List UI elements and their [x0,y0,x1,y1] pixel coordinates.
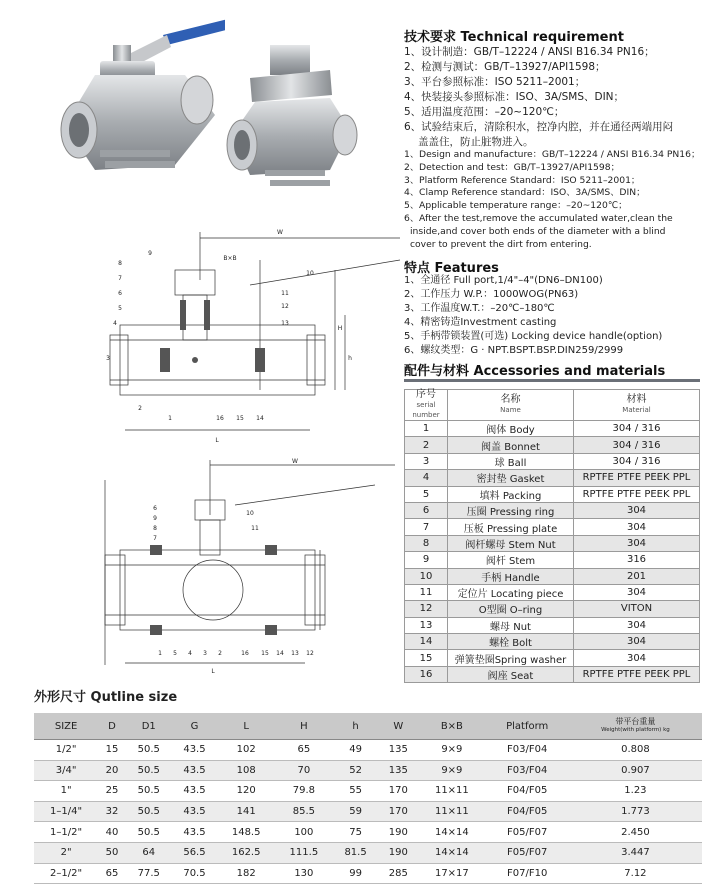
callout: 14 [276,650,284,657]
outline-cell: 135 [378,740,418,761]
callout: 6 [118,290,122,297]
outline-cell: 70 [275,760,333,781]
outline-cell: F07/F10 [486,863,569,884]
materials-divider [404,379,700,382]
material-name: 阀杆螺母 Stem Nut [448,535,574,551]
outline-cell: 148.5 [217,822,275,843]
outline-cell: 170 [378,781,418,802]
outline-cell: 43.5 [172,801,218,822]
material-spec: 304 [574,502,700,518]
outline-title: 外形尺寸 Qutline size [34,690,178,705]
outline-cell: 65 [275,740,333,761]
material-spec: 304 / 316 [574,453,700,469]
col-material-en: Material [622,406,651,414]
material-name: 球 Ball [448,453,574,469]
material-serial: 10 [405,568,448,584]
callout: 3 [203,650,207,657]
material-spec: RPTFE PTFE PEEK PPL [574,470,700,486]
outline-cell: 43.5 [172,740,218,761]
tech-en-item: 2、Detection and test：GB/T–13927/API1598； [404,161,620,173]
outline-cell: 190 [378,842,418,863]
callout: 7 [153,535,157,542]
material-spec: 201 [574,568,700,584]
material-name: 密封垫 Gasket [448,470,574,486]
material-row [405,437,700,453]
outline-cell: 43.5 [172,781,218,802]
outline-cell: 50.5 [126,801,172,822]
material-serial: 4 [405,470,448,486]
technical-list-zh [404,45,704,150]
callout: 16 [216,415,224,422]
outline-cell: 75 [333,822,379,843]
material-name: 填料 Packing [448,486,574,502]
outline-cell: 7.12 [569,863,702,884]
callout: 12 [281,303,289,310]
material-serial: 12 [405,601,448,617]
outline-cell: 43.5 [172,760,218,781]
tech-en-item: 4、Clamp Reference standard：ISO、3A/SMS、DIN； [404,187,646,199]
outline-cell: 59 [333,801,379,822]
outline-col-header: W [378,713,418,740]
outline-col-header: L [217,713,275,740]
material-serial: 7 [405,519,448,535]
outline-cell: 14×14 [418,842,485,863]
col-serial-en1: serial [416,401,436,409]
materials-title: 配件与材料 Accessories and materials [404,364,666,379]
outline-table [34,713,702,884]
material-name: O型圈 O–ring [448,601,574,617]
outline-cell: 108 [217,760,275,781]
callout: 15 [261,650,269,657]
outline-cell: 65 [98,863,126,884]
features-title: 特点 Features [404,261,499,276]
outline-cell: 77.5 [126,863,172,884]
technical-list-en [404,149,704,251]
material-row [405,535,700,551]
outline-cell: 3/4" [34,760,98,781]
callout: 11 [281,290,289,297]
outline-col-header: D1 [126,713,172,740]
callout: 1 [168,415,172,422]
outline-cell: 190 [378,822,418,843]
outline-cell: 50 [98,842,126,863]
outline-cell: 170 [378,801,418,822]
outline-cell: F05/F07 [486,822,569,843]
outline-cell: 55 [333,781,379,802]
material-serial: 9 [405,552,448,568]
outline-cell: 50.5 [126,740,172,761]
material-spec: 304 [574,584,700,600]
outline-row [34,740,702,761]
material-name: 阀座 Seat [448,666,574,682]
callout: 8 [153,525,157,532]
col-name-en: Name [500,406,521,414]
material-name: 弹簧垫圈Spring washer [448,650,574,666]
col-weight [569,713,702,740]
tech-zh-item: 1、设计制造：GB/T–12224 / ANSI B16.34 PN16； [404,46,655,58]
material-row [405,584,700,600]
outline-cell: 56.5 [172,842,218,863]
col-weight-zh: 带平台重量 [615,717,656,726]
material-serial: 6 [405,502,448,518]
callout: 1 [158,650,162,657]
material-serial: 1 [405,421,448,437]
materials-table [404,389,700,683]
outline-cell: 20 [98,760,126,781]
col-serial-en2: number [412,411,440,419]
dim-w-2: W [292,458,298,465]
outline-cell: 43.5 [172,822,218,843]
callout: 15 [236,415,244,422]
outline-cell: 111.5 [275,842,333,863]
material-row [405,519,700,535]
outline-cell: 64 [126,842,172,863]
callout: 6 [153,505,157,512]
outline-cell: 141 [217,801,275,822]
material-serial: 13 [405,617,448,633]
outline-col-header: h [333,713,379,740]
callout: 5 [173,650,177,657]
material-row [405,470,700,486]
callout: 13 [291,650,299,657]
tech-en-item: 5、Applicable temperature range：–20~120℃； [404,200,628,212]
outline-cell: 81.5 [333,842,379,863]
material-spec: 304 [574,535,700,551]
outline-cell: 135 [378,760,418,781]
outline-cell: 162.5 [217,842,275,863]
feature-item: 2、工作压力 W.P.：1000WOG(PN63) [404,289,579,300]
material-serial: 5 [405,486,448,502]
material-name: 定位片 Locating piece [448,584,574,600]
material-spec: 316 [574,552,700,568]
outline-cell: 9×9 [418,740,485,761]
material-serial: 15 [405,650,448,666]
material-spec: VITON [574,601,700,617]
material-name: 手柄 Handle [448,568,574,584]
outline-row [34,801,702,822]
material-serial: 8 [405,535,448,551]
outline-cell: F03/F04 [486,740,569,761]
material-spec: 304 [574,617,700,633]
material-spec: RPTFE PTFE PEEK PPL [574,666,700,682]
outline-cell: 1/2" [34,740,98,761]
callout: 11 [251,525,259,532]
outline-cell: 50.5 [126,781,172,802]
tech-zh-item: 5、适用温度范围：–20~120℃； [404,106,565,118]
callout: 8 [118,260,122,267]
material-serial: 2 [405,437,448,453]
tech-en-item: 6、After the test,remove the accumulated water,clean the [404,212,673,224]
material-row [405,552,700,568]
outline-cell: 52 [333,760,379,781]
outline-cell: 99 [333,863,379,884]
callout: 2 [218,650,222,657]
handle-grip [163,10,225,45]
material-spec: 304 / 316 [574,421,700,437]
callout: 13 [281,320,289,327]
outline-cell: F04/F05 [486,781,569,802]
outline-cell: 120 [217,781,275,802]
outline-cell: 1–1/4" [34,801,98,822]
material-serial: 14 [405,634,448,650]
tech-zh-item: 3、平台参照标准：ISO 5211–2001； [404,76,586,88]
section-drawing-top [100,220,405,445]
outline-row [34,822,702,843]
outline-cell: 1–1/2" [34,822,98,843]
valve-photo-3pc [55,5,225,190]
outline-cell: 50.5 [126,822,172,843]
outline-cell: 182 [217,863,275,884]
outline-cell: 25 [98,781,126,802]
outline-cell: 1.23 [569,781,702,802]
dim-hl: h [348,355,352,362]
dim-h: H [337,325,343,332]
outline-col-header: D [98,713,126,740]
dim-w: W [277,229,283,236]
col-material-zh: 材料 [626,394,647,405]
outline-cell: 2" [34,842,98,863]
callout: 4 [188,650,192,657]
callout: 9 [148,250,152,257]
callout: 5 [118,305,122,312]
callout: 14 [256,415,264,422]
outline-cell: 9×9 [418,760,485,781]
outline-col-header: SIZE [34,713,98,740]
feature-item: 5、手柄带锁装置(可选) Locking device handle(option) [404,331,663,342]
outline-cell: 70.5 [172,863,218,884]
tech-zh-item: 4、快装接头参照标准：ISO、3A/SMS、DIN； [404,91,625,103]
material-row [405,634,700,650]
outline-cell: 0.907 [569,760,702,781]
outline-cell: 15 [98,740,126,761]
callout: 3 [106,355,110,362]
dim-l-2: L [211,668,215,675]
col-name [448,390,574,421]
material-serial: 11 [405,584,448,600]
outline-cell: 2–1/2" [34,863,98,884]
material-spec: RPTFE PTFE PEEK PPL [574,486,700,502]
material-row [405,421,700,437]
outline-row [34,842,702,863]
feature-item: 4、精密铸造Investment casting [404,317,557,328]
outline-cell: 49 [333,740,379,761]
material-row [405,502,700,518]
tech-en-item: 1、Design and manufacture：GB/T–12224 / ANSI B16.34 PN16； [404,149,701,160]
material-row [405,568,700,584]
material-name: 阀盖 Bonnet [448,437,574,453]
outline-cell: 50.5 [126,760,172,781]
outline-cell: 40 [98,822,126,843]
outline-cell: 0.808 [569,740,702,761]
callout: 12 [306,650,314,657]
material-name: 压圈 Pressing ring [448,502,574,518]
feature-item: 1、全通径 Full port,1/4"–4"(DN6–DN100) [404,275,603,286]
outline-cell: 1" [34,781,98,802]
outline-col-header: Platform [486,713,569,740]
callout: 2 [138,405,142,412]
col-serial-zh: 序号 [416,389,436,400]
col-name-zh: 名称 [500,394,521,405]
outline-cell: 130 [275,863,333,884]
callout: 4 [113,320,117,327]
dim-bb: B×B [223,255,237,262]
tech-zh-item: 6、试验结束后，清除积水，控净内腔，并在通径两端用闷 [404,121,674,133]
material-spec: 304 [574,519,700,535]
outline-cell: 2.450 [569,822,702,843]
material-spec: 304 [574,650,700,666]
material-spec: 304 / 316 [574,437,700,453]
tech-en-item: cover to prevent the dirt from entering. [410,238,592,250]
material-name: 阀体 Body [448,421,574,437]
outline-cell: 14×14 [418,822,485,843]
callout: 16 [241,650,249,657]
valve-photo-platform [220,40,360,195]
outline-row [34,760,702,781]
feature-item: 6、螺纹类型：G · NPT.BSPT.BSP.DIN259/2999 [404,345,624,356]
material-row [405,486,700,502]
outline-cell: 102 [217,740,275,761]
outline-cell: 3.447 [569,842,702,863]
col-material [574,390,700,421]
dim-l: L [215,437,219,444]
outline-cell: 17×17 [418,863,485,884]
callout: 7 [118,275,122,282]
callout: 10 [306,270,314,277]
material-spec: 304 [574,634,700,650]
material-row [405,453,700,469]
outline-col-header: B×B [418,713,485,740]
outline-cell: 100 [275,822,333,843]
feature-item: 3、工作温度W.T.：–20℃–180℃ [404,303,555,314]
outline-cell: 79.8 [275,781,333,802]
material-serial: 3 [405,453,448,469]
material-name: 阀杆 Stem [448,552,574,568]
callout: 10 [246,510,254,517]
section-drawing-bottom [95,455,405,680]
material-serial: 16 [405,666,448,682]
outline-cell: 85.5 [275,801,333,822]
tech-en-item: inside,and cover both ends of the diameter with a blind [410,225,666,237]
outline-cell: F05/F07 [486,842,569,863]
tech-en-item: 3、Platform Reference Standard：ISO 5211–2001； [404,174,641,186]
outline-row [34,781,702,802]
outline-cell: 11×11 [418,781,485,802]
material-row [405,650,700,666]
material-name: 螺栓 Bolt [448,634,574,650]
outline-cell: F04/F05 [486,801,569,822]
material-name: 压板 Pressing plate [448,519,574,535]
outline-cell: F03/F04 [486,760,569,781]
material-name: 螺母 Nut [448,617,574,633]
material-row [405,601,700,617]
outline-col-header: G [172,713,218,740]
callout: 9 [153,515,157,522]
outline-row [34,863,702,884]
material-row [405,666,700,682]
material-row [405,617,700,633]
tech-zh-item: 2、检测与测试：GB/T–13927/API1598； [404,61,606,73]
outline-cell: 1.773 [569,801,702,822]
col-weight-en: Weight(with platform) kg [601,727,670,733]
outline-cell: 11×11 [418,801,485,822]
features-list [404,274,704,358]
technical-title: 技术要求 Technical requirement [404,30,624,45]
outline-col-header: H [275,713,333,740]
tech-zh-item: 盖盖住，防止脏物进入。 [418,136,534,148]
outline-cell: 285 [378,863,418,884]
col-serial [405,390,448,421]
outline-cell: 32 [98,801,126,822]
